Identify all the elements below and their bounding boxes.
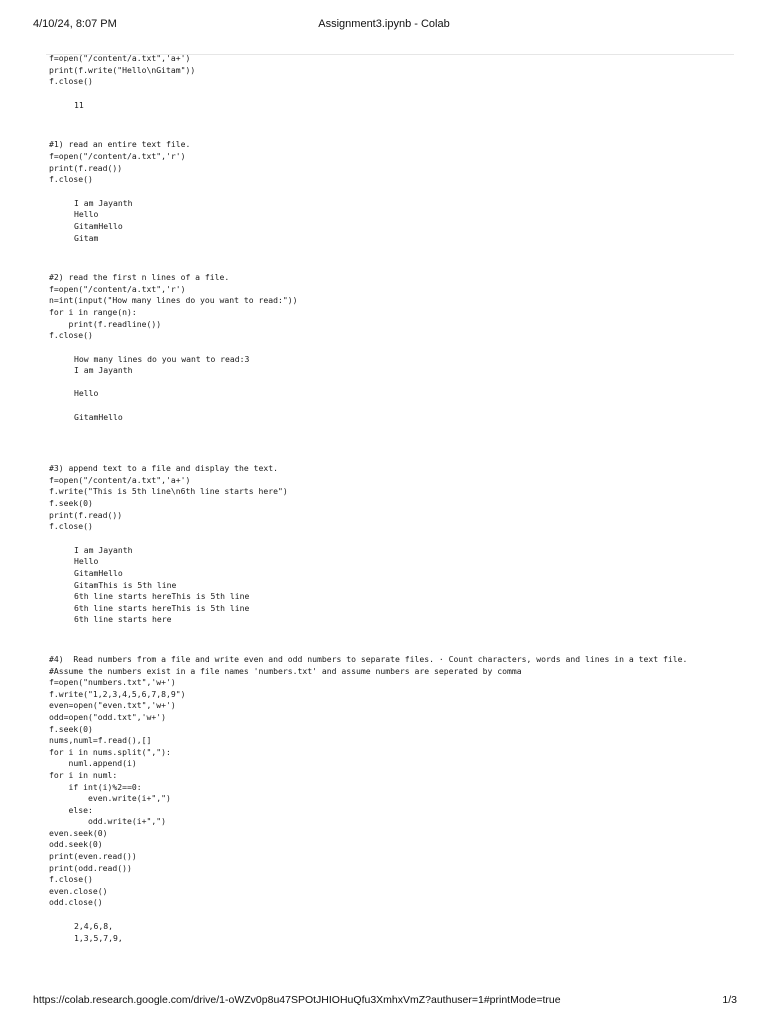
notebook-cell-3 — [49, 272, 733, 423]
cell-output: 11 — [74, 99, 84, 110]
code-cell[interactable]: #3) append text to a file and display the text. f=open("/content/a.txt",'a+') f.write("This is 5th line\n6th line starts here") f.seek(0) print(f.read()) f.close() — [49, 463, 288, 532]
cell-output: 2,4,6,8, 1,3,5,7,9, — [74, 921, 123, 943]
code-cell[interactable]: #2) read the first n lines of a file. f=open("/content/a.txt",'r') n=int(input("How many lines do you want to read:")) for i in range(n): print(f.readline()) f.close() — [49, 272, 298, 341]
code-cell[interactable]: f=open("/content/a.txt",'a+') print(f.write("Hello\nGitam")) f.close() — [49, 53, 196, 87]
notebook-cell-5 — [49, 654, 733, 944]
code-cell[interactable]: #1) read an entire text file. f=open("/content/a.txt",'r') print(f.read()) f.close() — [49, 139, 191, 185]
notebook-body — [49, 53, 733, 944]
notebook-cell-2 — [49, 139, 733, 244]
cell-output: I am Jayanth Hello GitamHello Gitam — [74, 197, 133, 243]
notebook-cell-1 — [49, 53, 733, 111]
page-url: https://colab.research.google.com/drive/1-oWZv0p8u47SPOtJHIOHuQfu3XmhxVmZ?authuser=1#printMode=true — [33, 994, 561, 1006]
print-date: 4/10/24, 8:07 PM — [33, 18, 117, 30]
cell-output: I am Jayanth Hello GitamHello GitamThis is 5th line 6th line starts hereThis is 5th line 6th line starts hereThis is 5th line 6th line starts here — [74, 544, 250, 625]
cell-output: How many lines do you want to read:3 I am Jayanth Hello GitamHello — [74, 353, 250, 422]
page-number: 1/3 — [722, 994, 737, 1006]
print-footer — [0, 992, 768, 1012]
code-cell[interactable]: #4) Read numbers from a file and write even and odd numbers to separate files. · Count characters, words and lines in a text file. #Assume the numbers exist in a file names 'numbers.txt' and assume numbers are seperated by comma f=open("numbers.txt",'w+') f.write("1,2,3,4,5,6,7,8,9") even=open("even.txt",'w+') odd=open("odd.txt",'w+') f.seek(0) nums,numl=f.read(),[] for i in nums.split(","): numl.append(i) for i in numl: if int(i)%2==0: even.write(i+",") else: odd.write(i+",") even.seek(0) odd.seek(0) print(even.read()) print(odd.read()) f.close() even.close() odd.close() — [49, 653, 688, 908]
notebook-cell-4 — [49, 463, 733, 626]
print-header — [0, 0, 768, 40]
notebook-title: Assignment3.ipynb - Colab — [318, 18, 450, 30]
